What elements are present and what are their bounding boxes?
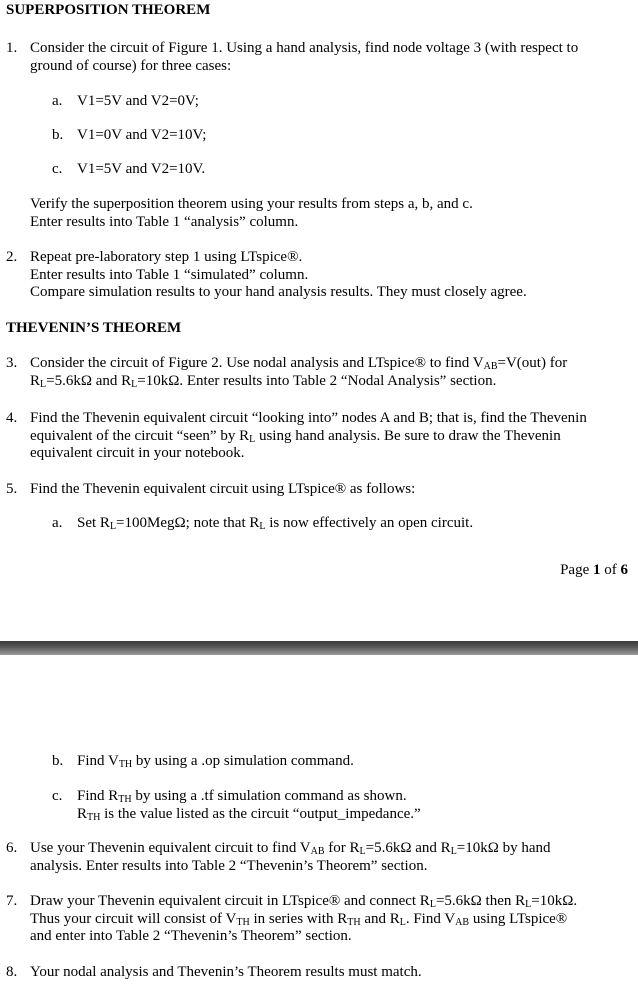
item-1-verify-line-2: Enter results into Table 1 “analysis” column. — [30, 213, 299, 230]
page-separator — [0, 641, 638, 655]
item-5c-text — [77, 788, 627, 823]
item-1b-letter: b. — [52, 127, 64, 143]
item-5c-letter: c. — [52, 788, 63, 804]
item-8-number: 8. — [6, 964, 18, 980]
item-1-text — [30, 40, 630, 75]
section-heading-superposition: SUPERPOSITION THEOREM — [6, 2, 211, 18]
item-5b-letter: b. — [52, 753, 64, 769]
item-7-number: 7. — [6, 893, 18, 909]
item-2-text — [30, 249, 630, 302]
item-1-verify — [30, 196, 630, 231]
item-8-text: Your nodal analysis and Thevenin’s Theorem results must match. — [30, 964, 422, 980]
item-1a-text: V1=5V and V2=0V; — [77, 93, 199, 109]
item-5c-line-2: $R_{TH}$ is the value listed as the circuit “output_impedance.” — [77, 805, 421, 823]
page-number-footer: Page 1 of 6 — [560, 562, 628, 578]
item-5-text: Find the Thevenin equivalent circuit using LTspice® as follows: — [30, 481, 416, 497]
item-7-text — [30, 893, 630, 946]
item-4-line-1: Find the Thevenin equivalent circuit “looking into” nodes A and B; that is, find the Thevenin — [30, 410, 587, 426]
item-1-number: 1. — [6, 40, 18, 56]
item-2-number: 2. — [6, 249, 18, 265]
item-5a-letter: a. — [52, 515, 63, 531]
item-5b-text: Find $V_{TH}$ by using a .op simulation command. — [77, 753, 354, 770]
section-heading-thevenin: THEVENIN’S THEOREM — [6, 320, 182, 336]
item-7-line-3: and enter into Table 2 “Thevenin’s Theorem” section. — [30, 928, 352, 944]
item-2-line-2: Enter results into Table 1 “simulated” column. — [30, 266, 309, 283]
item-5c-line-1: Find $R_{TH}$ by using a .tf simulation command as shown. — [77, 788, 407, 805]
item-1b-text: V1=0V and V2=10V; — [77, 127, 207, 143]
item-1c-letter: c. — [52, 161, 63, 177]
item-6-line-2: analysis. Enter results into Table 2 “Thevenin’s Theorem” section. — [30, 857, 428, 874]
item-6-line-1: Use your Thevenin equivalent circuit to find $V_{AB}$ for $R_L=5.6k\Omega$ and $R_L=10k\Omega$ by hand — [30, 840, 551, 857]
item-3-line-1: Consider the circuit of Figure 2. Use nodal analysis and LTspice® to find $V_{AB}=V(out)$ for — [30, 355, 568, 372]
item-4-line-3: equivalent circuit in your notebook. — [30, 445, 245, 461]
item-3-line-2: $R_L=5.6k\Omega$ and $R_L=10k\Omega$. Enter results into Table 2 “Nodal Analysis” section. — [30, 372, 497, 390]
item-1-verify-line-1: Verify the superposition theorem using your results from steps a, b, and c. — [30, 196, 473, 212]
item-1c-text: V1=5V and V2=10V. — [77, 161, 206, 177]
item-1-line-2: ground of course) for three cases: — [30, 57, 232, 74]
item-6-text — [30, 840, 630, 875]
item-2-line-1: Repeat pre-laboratory step 1 using LTspice®. — [30, 249, 303, 265]
item-5-number: 5. — [6, 481, 18, 497]
item-4-text — [30, 410, 630, 463]
item-2-line-3: Compare simulation results to your hand analysis results. They must closely agree. — [30, 284, 527, 300]
item-7-line-2: Thus your circuit will consist of $V_{TH}$ in series with $R_{TH}$ and $R_L$. Find $V_{AB}$ using LTspice® — [30, 910, 568, 928]
item-1a-letter: a. — [52, 93, 63, 109]
item-7-line-1: Draw your Thevenin equivalent circuit in LTspice® and connect $R_L=5.6k\Omega$ then $R_L=10k\Omega$. — [30, 893, 578, 910]
item-3-number: 3. — [6, 355, 18, 371]
item-1-line-1: Consider the circuit of Figure 1. Using a hand analysis, find node voltage 3 (with respect to — [30, 40, 579, 56]
item-4-number: 4. — [6, 410, 18, 426]
item-6-number: 6. — [6, 840, 18, 856]
item-5a-text: Set $R_L=100Meg\Omega$; note that $R_L$ is now effectively an open circuit. — [77, 515, 474, 532]
document-page-2 — [0, 655, 638, 997]
item-3-text — [30, 355, 630, 390]
item-4-line-2: equivalent of the circuit “seen” by $R_L$ using hand analysis. Be sure to draw the Thevenin — [30, 427, 561, 445]
